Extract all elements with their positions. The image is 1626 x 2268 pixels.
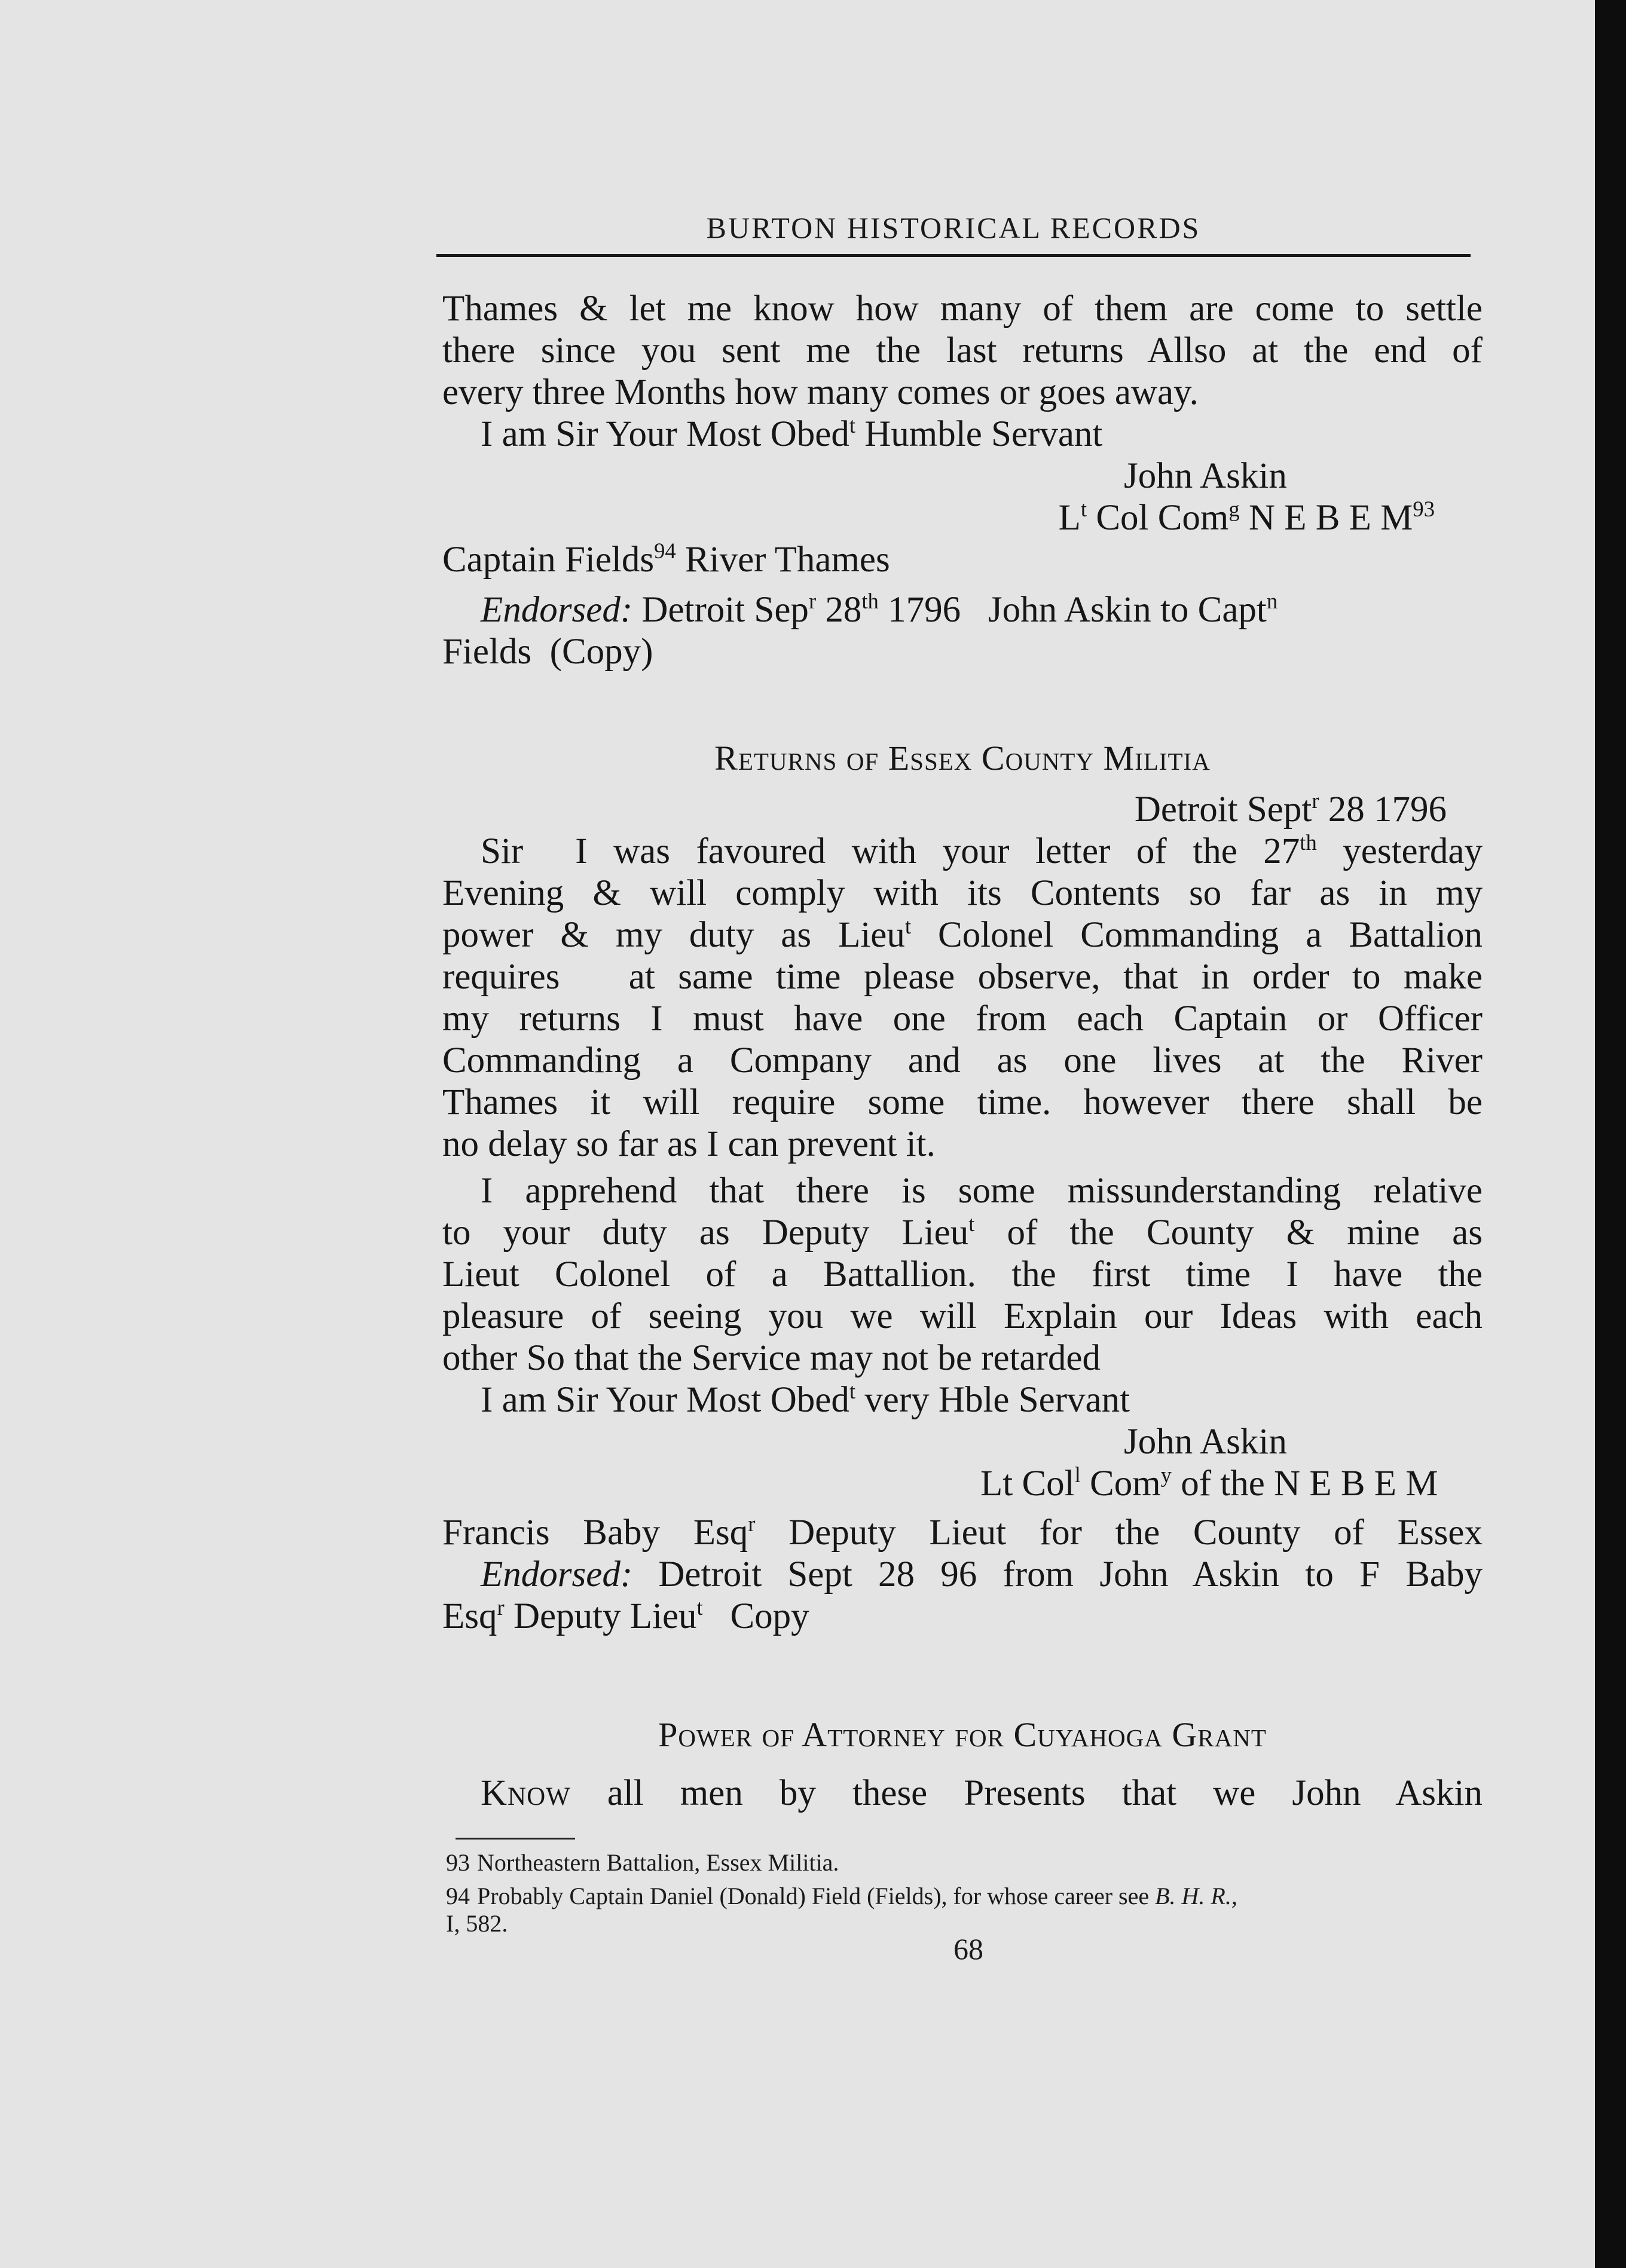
power-of-attorney-opening — [442, 1773, 1483, 1814]
addressee: Francis Baby Esq$^r$ Deputy Lieut for the County of Essex — [442, 1511, 1483, 1553]
footnote-ref-94: 94 — [654, 538, 676, 564]
signature: John Askin — [1124, 456, 1287, 496]
signatory-rank: Lt Col$^l$ Com$^y$ of the N E B E M — [980, 1462, 1438, 1504]
footnote-rule — [456, 1838, 575, 1840]
text-line: there since you sent me the last returns Allso at the end of — [442, 330, 1483, 371]
footnote-94-cont: I, 582. — [446, 1910, 508, 1937]
endorsement-cont: Fields (Copy) — [442, 632, 653, 672]
endorsement-cont: Esq$^r$ Deputy Lieu$^t$ Copy — [442, 1595, 809, 1636]
text-line: Commanding a Company and as one lives at the River — [442, 1040, 1483, 1081]
section-heading-power-of-attorney: Power of Attorney for Cuyahoga Grant — [658, 1715, 1267, 1754]
footnote-93: 93 Northeastern Battalion, Essex Militia. — [446, 1849, 839, 1876]
text-line: Know all men by these Presents that we John Askin — [481, 1773, 1483, 1813]
text-line: no delay so far as I can prevent it. — [442, 1124, 936, 1164]
footnotes — [446, 1842, 1486, 1938]
footnote-94: 94 Probably Captain Daniel (Donald) Field (Fields), for whose career see B. H. R., — [446, 1883, 1237, 1909]
signatory-rank: $L^t$ Col Com$^g$ N E B E $M^{93}$ — [1058, 497, 1435, 538]
text-line: pleasure of seeing you we will Explain our Ideas with each — [442, 1296, 1483, 1336]
text-line: Thames it will require some time. however there shall be — [442, 1082, 1483, 1122]
addressee: Captain Fields$^{94}$ River Thames — [442, 538, 890, 580]
letter-1 — [442, 288, 1483, 673]
text-line: Thames & let me know how many of them are come to settle — [442, 289, 1483, 329]
text-line: I apprehend that there is some missunderstanding relative — [481, 1171, 1483, 1211]
text-line: power & my duty as Lieu$^t$ Colonel Commanding a Battalion — [442, 914, 1483, 955]
letter-closing: I am Sir Your Most Obed$^t$ Humble Servant — [481, 413, 1103, 454]
text-line: requires at same time please observe, that in order to make — [442, 957, 1483, 997]
text-line: to your duty as Deputy Lieu$^t$ of the County & mine as — [442, 1211, 1483, 1253]
text-line: Evening & will comply with its Contents so far as in my — [442, 873, 1483, 913]
header-rule — [436, 254, 1471, 257]
endorsement: Endorsed: Detroit Sept 28 96 from John Askin to F Baby — [481, 1554, 1483, 1594]
footnote-ref-93: 93 — [1413, 497, 1435, 522]
endorsement: Endorsed: Detroit Sep$^r$ 28th 1796 John Askin to Capt$^n$ — [481, 589, 1278, 630]
page-number: 68 — [953, 1932, 983, 1966]
section-heading-returns: Returns of Essex County Militia — [714, 739, 1211, 778]
text-line: Sir I was favoured with your letter of the 27th yesterday — [481, 830, 1483, 871]
running-header: BURTON HISTORICAL RECORDS — [706, 211, 1201, 244]
text-line: Lieut Colonel of a Battallion. the first time I have the — [442, 1254, 1483, 1294]
dateline: Detroit Sept$^r$ 28 1796 — [1134, 788, 1447, 830]
signature: John Askin — [1124, 1422, 1287, 1462]
text-line: other So that the Service may not be retarded — [442, 1338, 1101, 1378]
letter-closing: I am Sir Your Most Obed$^t$ very Hble Servant — [481, 1379, 1130, 1420]
letter-2 — [442, 789, 1483, 1638]
text-line: my returns I must have one from each Captain or Officer — [442, 999, 1483, 1039]
text-line: every three Months how many comes or goes away. — [442, 372, 1199, 412]
